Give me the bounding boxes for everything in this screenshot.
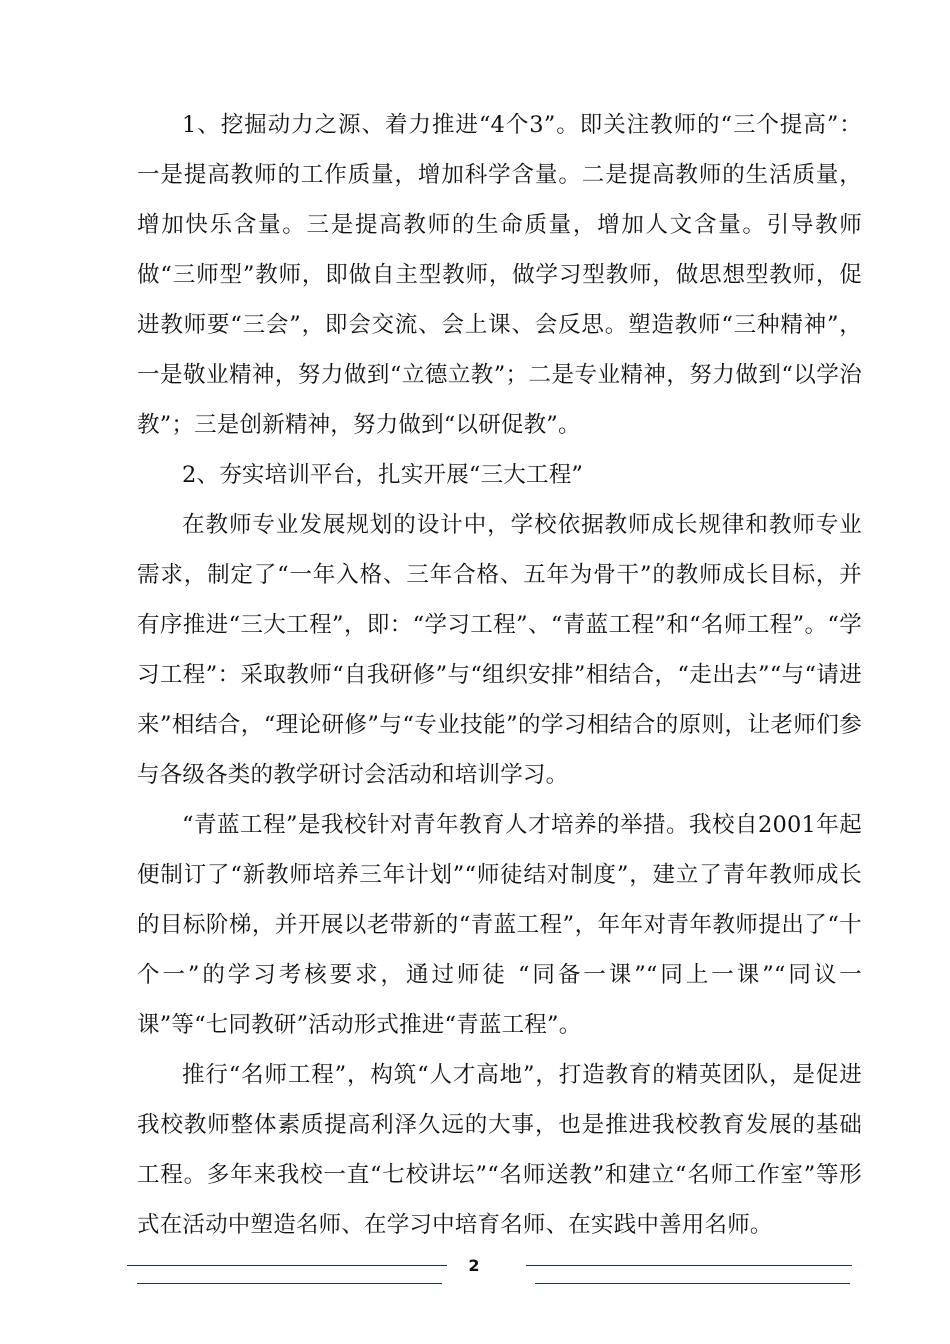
paragraph-teacher-motivation: 1、挖掘动力之源、着力推进“4个3”。即关注教师的“三个提高”：一是提高教师的工作质量，增加科学含量。二是提高教师的生活质量，增加快乐含量。三是提高教师的生命质量，增加人文含量。引导教师做“三师型”教师，即做自主型教师，做学习型教师，做思想型教师，促进教师要“三会”，即会交流、会上课、会反思。塑造教师“三种精神”，一是敬业精神，努力做到“立德立教”；二是专业精神，努力做到“以学治教”；三是创新精神，努力做到“以研促教”。 bbox=[137, 112, 862, 438]
paragraph-qinglan-project: “青蓝工程”是我校针对青年教育人才培养的举措。我校自2001年起便制订了“新教师培养三年计划”“师徒结对制度”，建立了青年教师成长的目标阶梯，并开展以老带新的“青蓝工程”，年年对青年教师提出了“十个一”的学习考核要求，通过师徒 “同备一课”“同上一课”“同议一课”等“七同教研”活动形式推进“青蓝工程”。 bbox=[137, 812, 862, 1038]
document-body bbox=[137, 100, 862, 1250]
footer-rule-left-bottom bbox=[137, 1283, 442, 1284]
footer-rule-left-top bbox=[127, 1265, 447, 1266]
page-number: 2 bbox=[468, 1256, 480, 1275]
footer-rule-right-bottom bbox=[535, 1283, 850, 1284]
paragraph-training-heading: 2、夯实培训平台，扎实开展“三大工程” bbox=[182, 462, 584, 488]
paragraph-three-projects: 在教师专业发展规划的设计中，学校依据教师成长规律和教师专业需求，制定了“一年入格、三年合格、五年为骨干”的教师成长目标，并有序推进“三大工程”，即：“学习工程”、“青蓝工程”和“名师工程”。“学习工程”：采取教师“自我研修”与“组织安排”相结合，“走出去”“与“请进来”相结合，“理论研修”与“专业技能”的学习相结合的原则，让老师们参与各级各类的教学研讨会活动和培训学习。 bbox=[137, 512, 862, 788]
page-footer bbox=[0, 1252, 950, 1292]
footer-rule-right-top bbox=[526, 1265, 852, 1266]
paragraph-famous-teacher-project: 推行“名师工程”，构筑“人才高地”，打造教育的精英团队，是促进我校教师整体素质提高利泽久远的大事，也是推进我校教育发展的基础工程。多年来我校一直“七校讲坛”“名师送教”和建立“名师工作室”等形式在活动中塑造名师、在学习中培育名师、在实践中善用名师。 bbox=[137, 1062, 862, 1238]
